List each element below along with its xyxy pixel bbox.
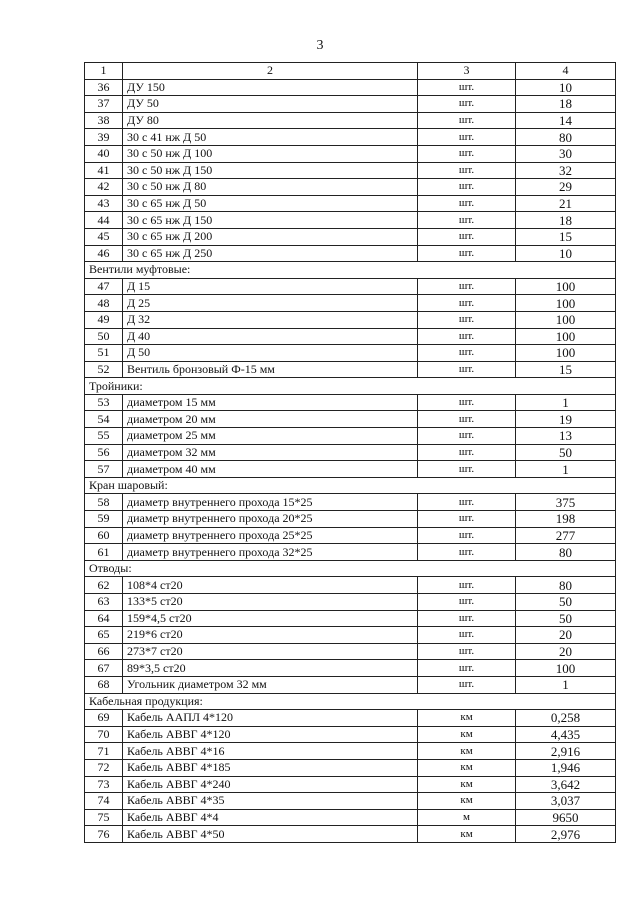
table-row	[85, 361, 616, 378]
item-unit: шт.	[418, 228, 516, 245]
row-number: 42	[85, 179, 123, 196]
item-unit: шт.	[418, 610, 516, 627]
item-name: 30 с 65 нж Д 250	[123, 245, 418, 262]
row-number: 41	[85, 162, 123, 179]
item-unit: км	[418, 776, 516, 793]
table-row	[85, 527, 616, 544]
row-number: 38	[85, 112, 123, 129]
row-number: 72	[85, 759, 123, 776]
item-unit: км	[418, 759, 516, 776]
item-quantity: 15	[516, 361, 616, 378]
table-row	[85, 162, 616, 179]
section-row	[85, 378, 616, 395]
item-name: Вентиль бронзовый Ф-15 мм	[123, 361, 418, 378]
table-row	[85, 594, 616, 611]
table-row	[85, 394, 616, 411]
item-unit: шт.	[418, 494, 516, 511]
table-row	[85, 411, 616, 428]
item-quantity: 10	[516, 245, 616, 262]
column-header-3: 3	[418, 63, 516, 80]
table-row	[85, 544, 616, 561]
item-unit: шт.	[418, 295, 516, 312]
row-number: 53	[85, 394, 123, 411]
row-number: 71	[85, 743, 123, 760]
item-unit: км	[418, 743, 516, 760]
item-name: Д 15	[123, 278, 418, 295]
row-number: 45	[85, 228, 123, 245]
item-unit: шт.	[418, 212, 516, 229]
item-quantity: 0,258	[516, 710, 616, 727]
item-unit: шт.	[418, 278, 516, 295]
item-name: ДУ 80	[123, 112, 418, 129]
item-quantity: 100	[516, 311, 616, 328]
table-row	[85, 826, 616, 843]
item-unit: шт.	[418, 145, 516, 162]
item-unit: шт.	[418, 195, 516, 212]
item-unit: км	[418, 826, 516, 843]
row-number: 62	[85, 577, 123, 594]
item-name: 108*4 ст20	[123, 577, 418, 594]
item-name: 30 с 41 нж Д 50	[123, 129, 418, 146]
row-number: 36	[85, 79, 123, 96]
table-row	[85, 278, 616, 295]
section-title: Кабельная продукция:	[85, 693, 616, 710]
section-row	[85, 693, 616, 710]
item-unit: шт.	[418, 162, 516, 179]
row-number: 76	[85, 826, 123, 843]
item-quantity: 20	[516, 643, 616, 660]
table-row	[85, 444, 616, 461]
item-name: диаметр внутреннего прохода 25*25	[123, 527, 418, 544]
item-name: диаметр внутреннего прохода 20*25	[123, 511, 418, 528]
item-unit: шт.	[418, 79, 516, 96]
table-row	[85, 228, 616, 245]
table-row	[85, 179, 616, 196]
table-row	[85, 577, 616, 594]
item-name: Кабель АВВГ 4*16	[123, 743, 418, 760]
item-name: Д 25	[123, 295, 418, 312]
item-unit: шт.	[418, 311, 516, 328]
row-number: 55	[85, 428, 123, 445]
item-quantity: 9650	[516, 809, 616, 826]
item-name: Кабель АВВГ 4*120	[123, 726, 418, 743]
row-number: 52	[85, 361, 123, 378]
table-row	[85, 129, 616, 146]
row-number: 51	[85, 345, 123, 362]
table-row	[85, 809, 616, 826]
item-unit: шт.	[418, 245, 516, 262]
section-row	[85, 477, 616, 494]
table-body	[85, 79, 616, 842]
item-quantity: 19	[516, 411, 616, 428]
row-number: 69	[85, 710, 123, 727]
inventory-table	[84, 62, 616, 843]
table-row	[85, 660, 616, 677]
table-row	[85, 195, 616, 212]
row-number: 74	[85, 793, 123, 810]
item-unit: шт.	[418, 643, 516, 660]
table-row	[85, 710, 616, 727]
table-row	[85, 112, 616, 129]
item-quantity: 20	[516, 627, 616, 644]
row-number: 66	[85, 643, 123, 660]
row-number: 48	[85, 295, 123, 312]
table-row	[85, 743, 616, 760]
table-row	[85, 726, 616, 743]
item-unit: шт.	[418, 660, 516, 677]
table-row	[85, 776, 616, 793]
item-quantity: 15	[516, 228, 616, 245]
item-name: 273*7 ст20	[123, 643, 418, 660]
item-unit: шт.	[418, 394, 516, 411]
item-quantity: 198	[516, 511, 616, 528]
item-name: диаметром 40 мм	[123, 461, 418, 478]
item-unit: шт.	[418, 345, 516, 362]
item-unit: шт.	[418, 112, 516, 129]
item-name: Д 50	[123, 345, 418, 362]
table-row	[85, 212, 616, 229]
item-quantity: 100	[516, 345, 616, 362]
item-quantity: 13	[516, 428, 616, 445]
item-name: 30 с 65 нж Д 200	[123, 228, 418, 245]
section-row	[85, 560, 616, 577]
table-row	[85, 328, 616, 345]
item-name: Д 40	[123, 328, 418, 345]
row-number: 54	[85, 411, 123, 428]
item-name: диаметр внутреннего прохода 32*25	[123, 544, 418, 561]
item-name: 133*5 ст20	[123, 594, 418, 611]
item-quantity: 375	[516, 494, 616, 511]
item-unit: шт.	[418, 544, 516, 561]
item-quantity: 50	[516, 444, 616, 461]
item-unit: шт.	[418, 328, 516, 345]
item-unit: шт.	[418, 461, 516, 478]
row-number: 61	[85, 544, 123, 561]
item-name: Кабель АВВГ 4*50	[123, 826, 418, 843]
item-name: 30 с 65 нж Д 150	[123, 212, 418, 229]
item-quantity: 1,946	[516, 759, 616, 776]
item-name: Д 32	[123, 311, 418, 328]
item-quantity: 100	[516, 295, 616, 312]
item-quantity: 80	[516, 129, 616, 146]
item-quantity: 10	[516, 79, 616, 96]
item-unit: шт.	[418, 179, 516, 196]
item-unit: м	[418, 809, 516, 826]
row-number: 59	[85, 511, 123, 528]
row-number: 44	[85, 212, 123, 229]
row-number: 58	[85, 494, 123, 511]
item-quantity: 4,435	[516, 726, 616, 743]
table-row	[85, 793, 616, 810]
row-number: 39	[85, 129, 123, 146]
item-quantity: 1	[516, 676, 616, 693]
row-number: 75	[85, 809, 123, 826]
row-number: 43	[85, 195, 123, 212]
item-name: 30 с 50 нж Д 100	[123, 145, 418, 162]
item-unit: шт.	[418, 527, 516, 544]
table-row	[85, 79, 616, 96]
item-quantity: 50	[516, 594, 616, 611]
item-quantity: 32	[516, 162, 616, 179]
table-row	[85, 245, 616, 262]
section-row	[85, 262, 616, 279]
table-row	[85, 461, 616, 478]
item-quantity: 3,037	[516, 793, 616, 810]
table-row	[85, 96, 616, 113]
section-title: Отводы:	[85, 560, 616, 577]
row-number: 73	[85, 776, 123, 793]
row-number: 46	[85, 245, 123, 262]
row-number: 67	[85, 660, 123, 677]
item-name: диаметром 25 мм	[123, 428, 418, 445]
item-unit: шт.	[418, 511, 516, 528]
item-quantity: 18	[516, 96, 616, 113]
row-number: 64	[85, 610, 123, 627]
item-unit: шт.	[418, 627, 516, 644]
item-quantity: 100	[516, 278, 616, 295]
item-name: 159*4,5 ст20	[123, 610, 418, 627]
item-quantity: 1	[516, 461, 616, 478]
item-quantity: 1	[516, 394, 616, 411]
page-number: 3	[316, 38, 324, 53]
item-unit: шт.	[418, 676, 516, 693]
item-quantity: 100	[516, 660, 616, 677]
item-quantity: 80	[516, 577, 616, 594]
table-row	[85, 428, 616, 445]
item-name: Кабель АВВГ 4*35	[123, 793, 418, 810]
item-name: Угольник диаметром 32 мм	[123, 676, 418, 693]
table-row	[85, 643, 616, 660]
column-header-2: 2	[123, 63, 418, 80]
item-quantity: 50	[516, 610, 616, 627]
item-name: Кабель АВВГ 4*4	[123, 809, 418, 826]
table-row	[85, 345, 616, 362]
row-number: 60	[85, 527, 123, 544]
row-number: 57	[85, 461, 123, 478]
item-unit: шт.	[418, 96, 516, 113]
row-number: 49	[85, 311, 123, 328]
item-name: 30 с 50 нж Д 150	[123, 162, 418, 179]
column-header-4: 4	[516, 63, 616, 80]
item-unit: шт.	[418, 361, 516, 378]
item-name: 30 с 65 нж Д 50	[123, 195, 418, 212]
table-row	[85, 145, 616, 162]
item-name: диаметром 15 мм	[123, 394, 418, 411]
table-row	[85, 295, 616, 312]
item-name: Кабель ААПЛ 4*120	[123, 710, 418, 727]
table-row	[85, 676, 616, 693]
table-row	[85, 494, 616, 511]
item-quantity: 277	[516, 527, 616, 544]
item-quantity: 18	[516, 212, 616, 229]
row-number: 40	[85, 145, 123, 162]
table-row	[85, 759, 616, 776]
item-quantity: 14	[516, 112, 616, 129]
item-name: Кабель АВВГ 4*240	[123, 776, 418, 793]
section-title: Вентили муфтовые:	[85, 262, 616, 279]
row-number: 70	[85, 726, 123, 743]
item-name: 89*3,5 ст20	[123, 660, 418, 677]
row-number: 63	[85, 594, 123, 611]
item-unit: шт.	[418, 411, 516, 428]
item-unit: км	[418, 726, 516, 743]
section-title: Кран шаровый:	[85, 477, 616, 494]
item-unit: шт.	[418, 129, 516, 146]
item-name: Кабель АВВГ 4*185	[123, 759, 418, 776]
item-quantity: 29	[516, 179, 616, 196]
item-name: диаметр внутреннего прохода 15*25	[123, 494, 418, 511]
item-name: диаметром 32 мм	[123, 444, 418, 461]
item-name: 30 с 50 нж Д 80	[123, 179, 418, 196]
item-name: диаметром 20 мм	[123, 411, 418, 428]
item-unit: км	[418, 793, 516, 810]
table-row	[85, 311, 616, 328]
row-number: 37	[85, 96, 123, 113]
item-quantity: 2,976	[516, 826, 616, 843]
section-title: Тройники:	[85, 378, 616, 395]
item-unit: шт.	[418, 577, 516, 594]
item-name: 219*6 ст20	[123, 627, 418, 644]
column-header-1: 1	[85, 63, 123, 80]
item-quantity: 2,916	[516, 743, 616, 760]
item-name: ДУ 50	[123, 96, 418, 113]
item-quantity: 80	[516, 544, 616, 561]
item-quantity: 21	[516, 195, 616, 212]
item-quantity: 30	[516, 145, 616, 162]
item-quantity: 100	[516, 328, 616, 345]
item-unit: шт.	[418, 444, 516, 461]
table-header-row	[85, 63, 616, 80]
item-quantity: 3,642	[516, 776, 616, 793]
item-name: ДУ 150	[123, 79, 418, 96]
item-unit: шт.	[418, 594, 516, 611]
row-number: 50	[85, 328, 123, 345]
row-number: 65	[85, 627, 123, 644]
row-number: 68	[85, 676, 123, 693]
item-unit: шт.	[418, 428, 516, 445]
table-row	[85, 610, 616, 627]
row-number: 56	[85, 444, 123, 461]
table-row	[85, 627, 616, 644]
table-row	[85, 511, 616, 528]
row-number: 47	[85, 278, 123, 295]
item-unit: км	[418, 710, 516, 727]
